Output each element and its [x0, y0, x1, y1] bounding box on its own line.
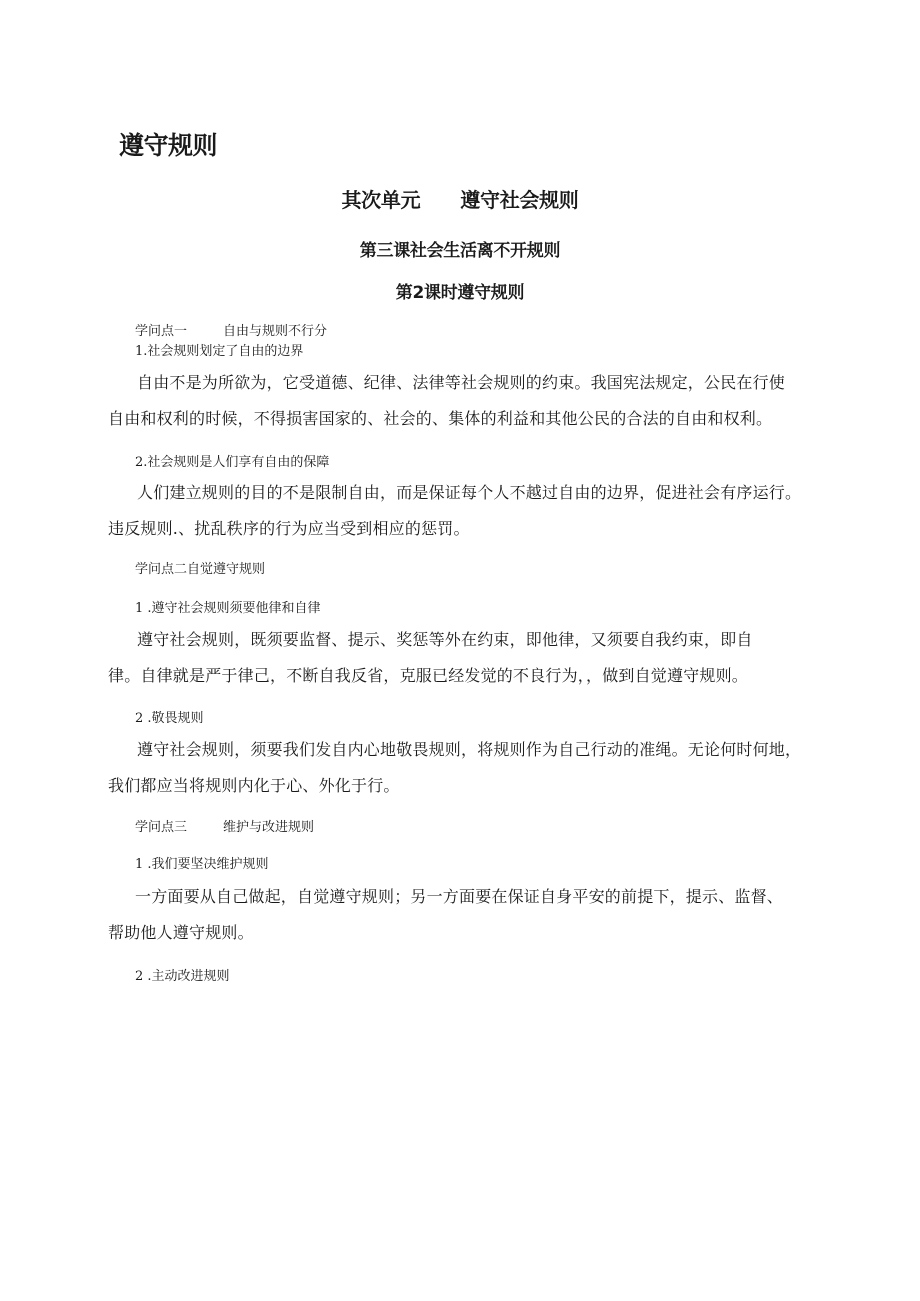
knowledge-point-1-title: 自由与规则不行分 [223, 324, 328, 339]
lesson-title: 第三课社会生活离不开规则 [359, 241, 561, 261]
kp1-paragraph-1-line-1: 自由不是为所欲为，它受道德、纪律、法律等社会规则的约束。我国宪法规定，公民在行使 [137, 373, 786, 392]
kp2-paragraph-2-line-2: 我们都应当将规则内化于心、外化于行。 [108, 776, 400, 795]
kp1-paragraph-1-line-2: 自由和权利的时候，不得损害国家的、社会的、集体的利益和其他公民的合法的自由和权利。 [108, 409, 773, 428]
kp2-paragraph-1-line-2: 律。自律就是严于律己，不断自我反省，克服已经发觉的不良行为，，做到自觉遵守规则。 [108, 666, 749, 685]
kp2-item-2: 2 .敬畏规则 [135, 711, 204, 726]
kp3-item-1: 1 .我们要坚决维护规则 [135, 857, 269, 872]
knowledge-point-3-label: 学问点三 [135, 820, 188, 835]
knowledge-point-1-heading [135, 320, 327, 339]
document-title: 遵守规则 [119, 131, 218, 160]
kp3-paragraph-1-line-2: 帮助他人遵守规则。 [108, 923, 254, 942]
kp2-paragraph-2-line-1: 遵守社会规则，须要我们发自内心地敬畏规则，将规则作为自己行动的准绳。无论何时何地， [137, 740, 802, 759]
kp1-item-2: 2.社会规则是人们享有自由的保障 [135, 455, 330, 470]
knowledge-point-1-label: 学问点一 [135, 324, 188, 339]
unit-title [0, 184, 920, 213]
period-title: 第2课时遵守规则 [395, 283, 525, 303]
kp1-paragraph-2-line-2: 违反规则.、扰乱秩序的行为应当受到相应的惩罚。 [108, 519, 470, 538]
kp1-item-1: 1.社会规则划定了自由的边界 [135, 344, 304, 359]
kp3-item-2: 2 .主动改进规则 [135, 969, 230, 984]
unit-name: 遵守社会规则 [460, 188, 579, 212]
kp2-item-1: 1 .遵守社会规则须要他律和自律 [135, 601, 321, 616]
unit-label: 其次单元 [341, 188, 421, 212]
knowledge-point-3-heading [135, 816, 314, 835]
knowledge-point-3-title: 维护与改进规则 [223, 820, 315, 835]
kp3-paragraph-1-line-1: 一方面要从自己做起，自觉遵守规则；另一方面要在保证自身平安的前提下，提示、监督、 [135, 887, 784, 906]
kp1-paragraph-2-line-1: 人们建立规则的目的不是限制自由，而是保证每个人不越过自由的边界，促进社会有序运行。 [137, 483, 802, 502]
kp2-paragraph-1-line-1: 遵守社会规则，既须要监督、提示、奖惩等外在约束，即他律，又须要自我约束，即自 [137, 630, 753, 649]
knowledge-point-2-heading: 学问点二自觉遵守规则 [135, 562, 266, 577]
